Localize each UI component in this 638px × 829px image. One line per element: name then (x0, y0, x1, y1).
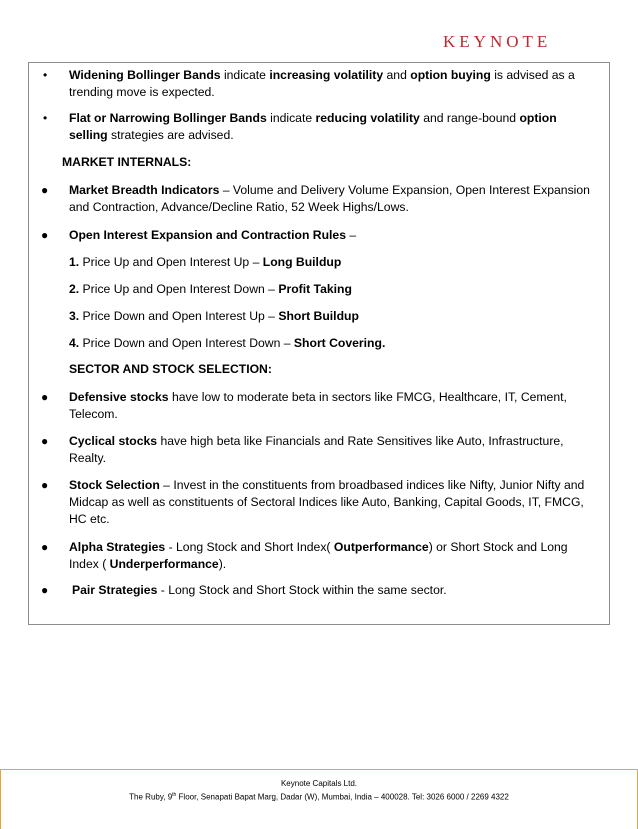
bullet-icon: • (43, 111, 48, 125)
footer-company: Keynote Capitals Ltd. (280, 779, 358, 788)
bullet-icon: ● (41, 478, 49, 492)
stock-selection-item: Stock Selection – Invest in the constituents from broadbased indices like Nifty, Junior Nifty and Midcap as well as constituents of Sectoral Indices like Auto, Banking, Capital Goods, IT, FMCG, HC etc. (69, 478, 585, 526)
bullet-icon: • (43, 68, 48, 82)
alpha-strategies-item: Alpha Strategies - Long Stock and Short Index( Outperformance) or Short Stock and Long Index ( Underperformance). (69, 540, 568, 571)
bullet-icon: ● (41, 390, 49, 404)
market-internals-heading: MARKET INTERNALS: (62, 155, 192, 169)
open-interest-item: Open Interest Expansion and Contraction Rules – (69, 228, 357, 242)
pair-strategies-item: Pair Strategies - Long Stock and Short Stock within the same sector. (72, 583, 447, 597)
bullet-icon: ● (41, 434, 49, 448)
content-box (28, 62, 610, 625)
bollinger-widening-item: Widening Bollinger Bands indicate increasing volatility and option buying is advised as a trending move is expected. (69, 68, 575, 99)
market-breadth-item: Market Breadth Indicators – Volume and Delivery Volume Expansion, Open Interest Expansion and Contraction, Advance/Decline Ratio, 52 Week Highs/Lows. (69, 183, 590, 214)
footer-address: The Ruby, 9th Floor, Senapati Bapat Marg, Dadar (W), Mumbai, India – 400028. Tel: 3026 6000 / 2269 4322 (129, 792, 509, 802)
bullet-icon: ● (41, 228, 49, 242)
bullet-icon: ● (41, 540, 49, 554)
bullet-icon: ● (41, 583, 49, 597)
defensive-stocks-item: Defensive stocks have low to moderate beta in sectors like FMCG, Healthcare, IT, Cement, Telecom. (69, 390, 567, 421)
rule-item: 2. Price Up and Open Interest Down – Profit Taking (69, 282, 352, 296)
keynote-logo: KEYNOTE (443, 32, 552, 51)
rule-item: 1. Price Up and Open Interest Up – Long Buildup (69, 255, 342, 269)
cyclical-stocks-item: Cyclical stocks have high beta like Financials and Rate Sensitives like Auto, Infrastructure, Realty. (69, 434, 564, 465)
sector-selection-heading: SECTOR AND STOCK SELECTION: (69, 362, 272, 376)
bollinger-narrowing-item: Flat or Narrowing Bollinger Bands indicate reducing volatility and range-bound option selling strategies are advised. (69, 111, 557, 142)
rule-item: 3. Price Down and Open Interest Up – Short Buildup (69, 309, 359, 323)
rule-item: 4. Price Down and Open Interest Down – Short Covering. (69, 336, 386, 350)
bullet-icon: ● (41, 183, 49, 197)
footer-divider (0, 769, 638, 770)
